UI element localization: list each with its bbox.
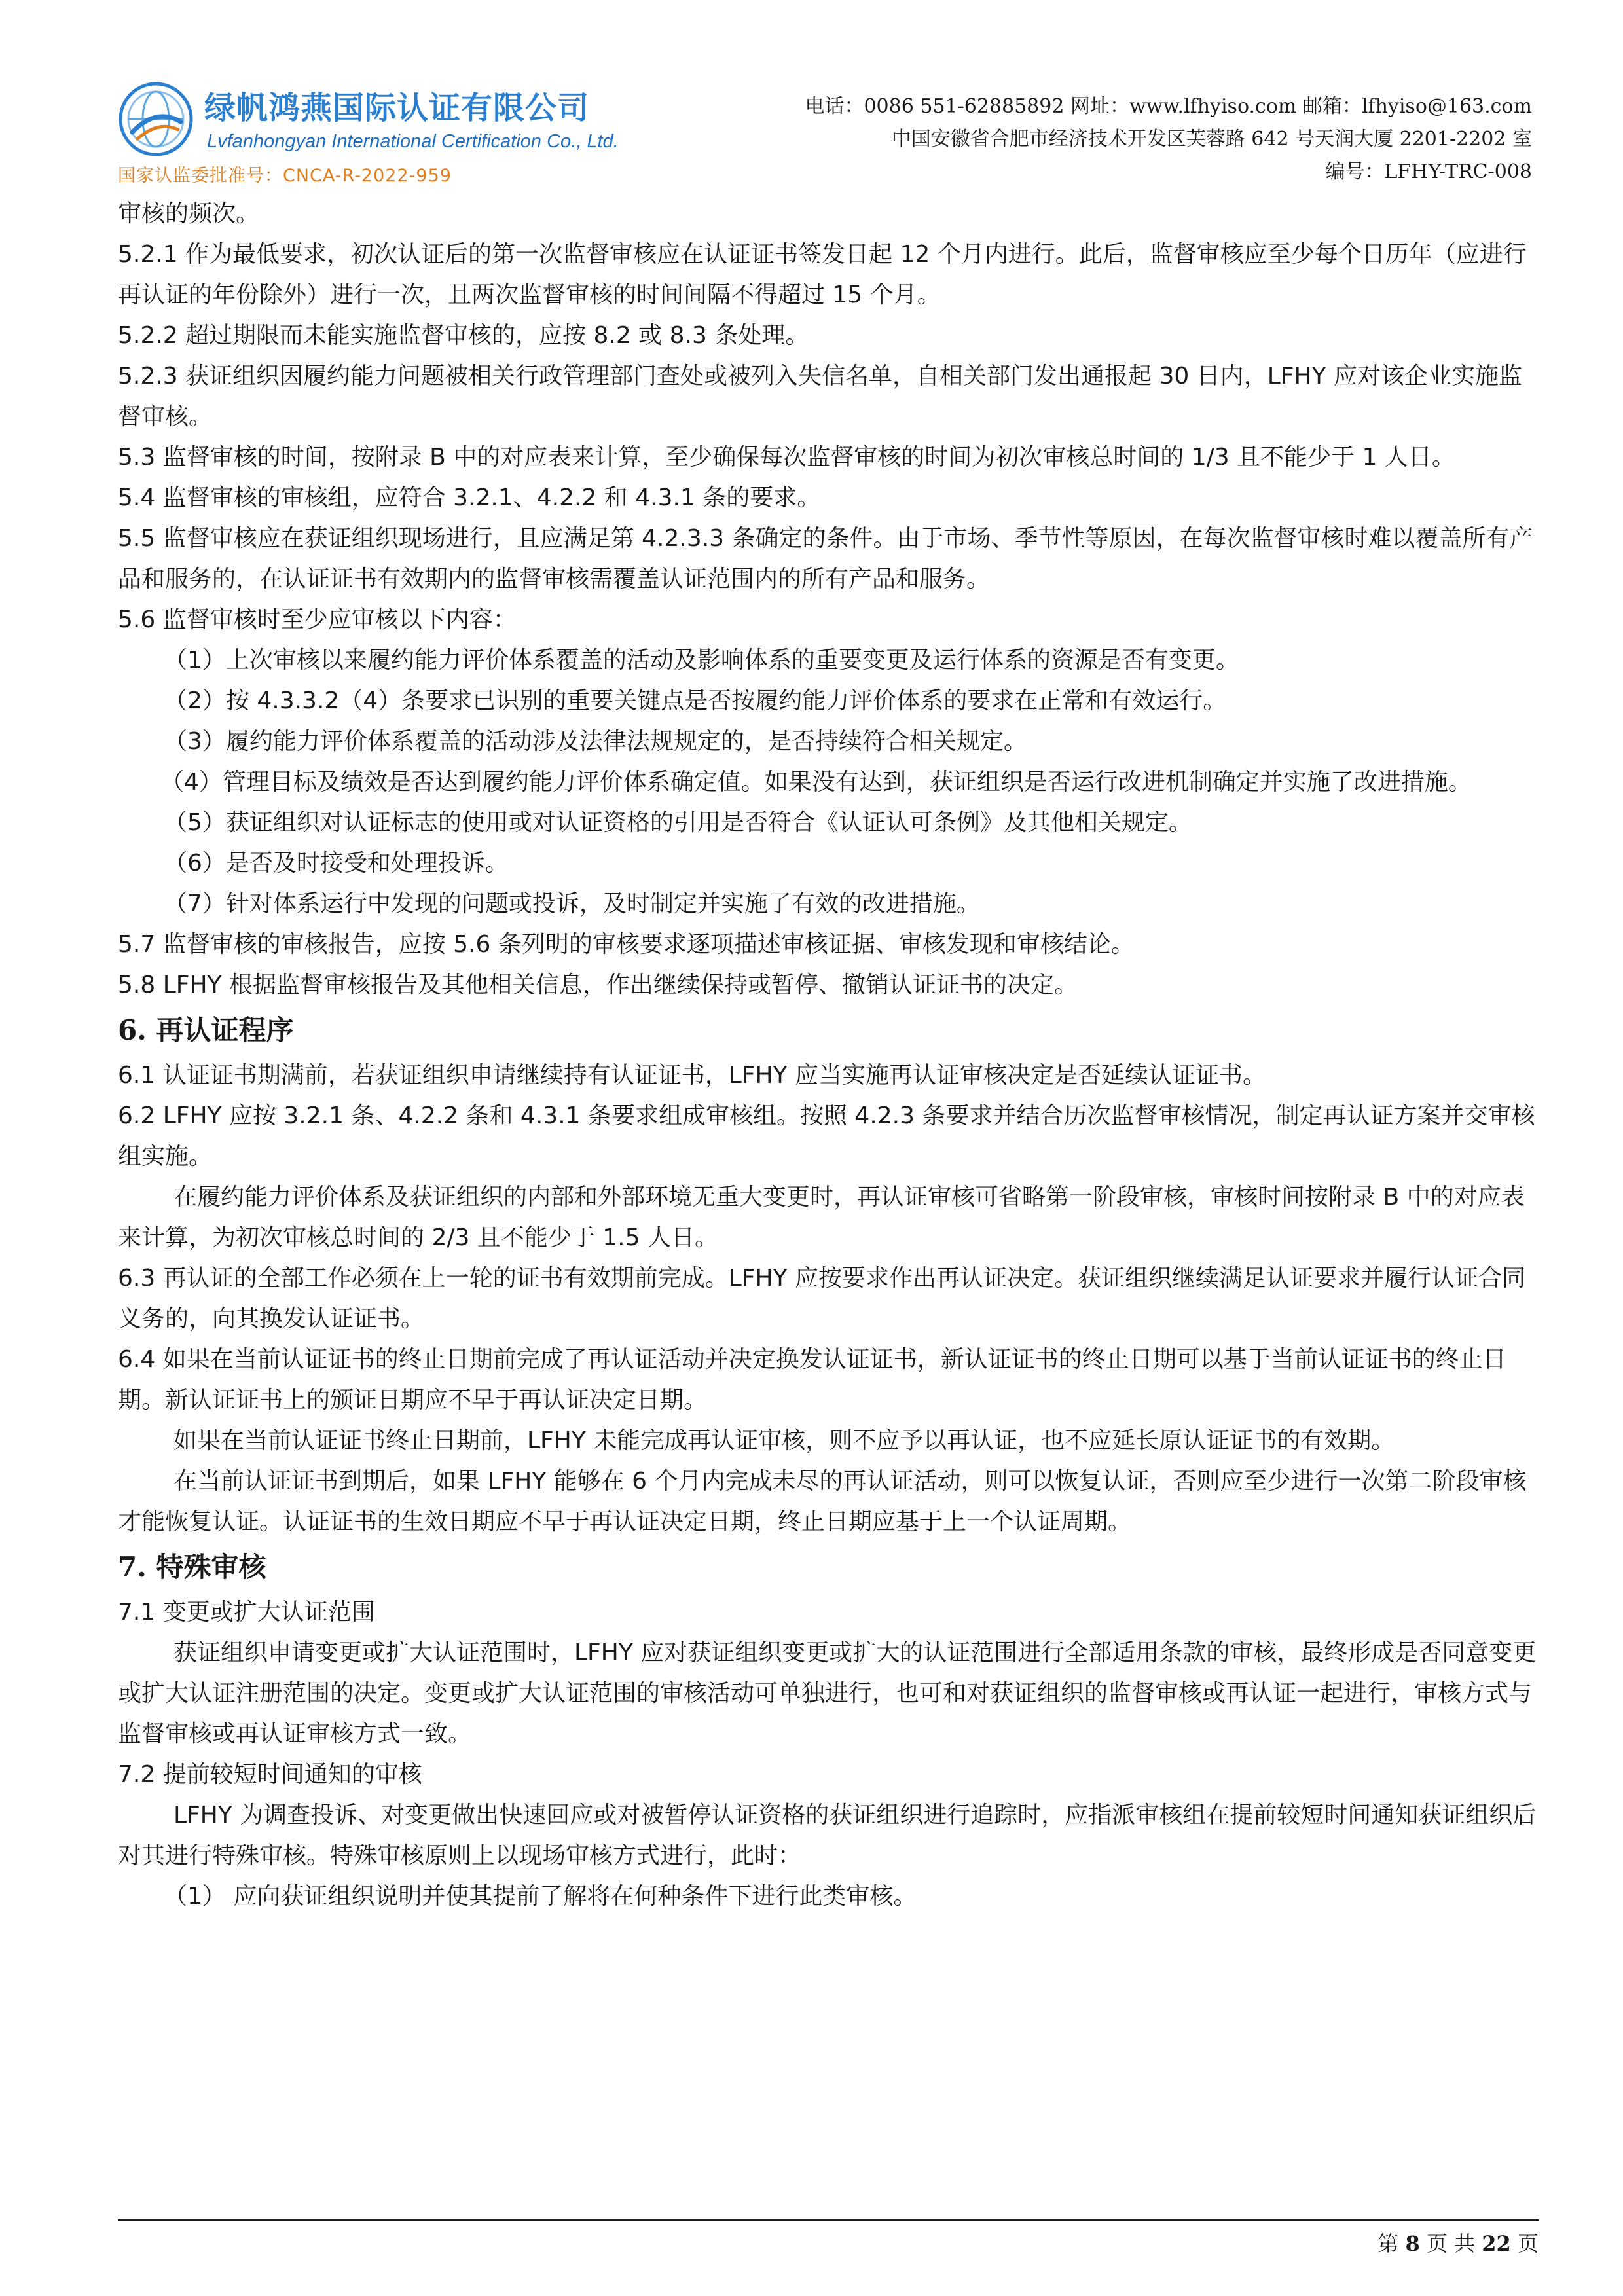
contact-phone-web-email: 电话：0086 551-62885892 网址：www.lfhyiso.com 邮箱：lfhyiso@163.com: [805, 95, 1532, 118]
list-item: （2）按 4.3.3.2（4）条要求已识别的重要关键点是否按履约能力评价体系的要求在正常和有效运行。: [164, 687, 1227, 714]
section-heading: 7. 特殊审核: [118, 1551, 266, 1583]
contact-address: 中国安徽省合肥市经济技术开发区芙蓉路 642 号天润大厦 2201-2202 室: [891, 128, 1532, 151]
approval-number: 国家认监委批准号：CNCA-R-2022-959: [118, 166, 452, 186]
paragraph: 6.3 再认证的全部工作必须在上一轮的证书有效期前完成。LFHY 应按要求作出再认证决定。获证组织继续满足认证要求并履行认证合同义务的，向其换发认证证书。: [118, 1265, 1525, 1332]
paragraph: 获证组织申请变更或扩大认证范围时，LFHY 应对获证组织变更或扩大的认证范围进行全部适用条款的审核，最终形成是否同意变更或扩大认证注册范围的决定。变更或扩大认证范围的审核活动可单独进行，也可和对获证组织的监督审核或再认证一起进行，审核方式与监督审核或再认证审核方式一致。: [118, 1639, 1537, 1747]
paragraph: 5.6 监督审核时至少应审核以下内容：: [118, 606, 517, 633]
footer-prefix: 第: [1377, 2231, 1406, 2256]
company-name-cn: 绿帆鸿燕国际认证有限公司: [204, 90, 590, 126]
subsection-title: 7.2 提前较短时间通知的审核: [118, 1761, 422, 1788]
list-item: （7）针对体系运行中发现的问题或投诉，及时制定并实施了有效的改进措施。: [164, 890, 980, 917]
paragraph: 在当前认证证书到期后，如果 LFHY 能够在 6 个月内完成未尽的再认证活动，则可以恢复认证，否则应至少进行一次第二阶段审核才能恢复认证。认证证书的生效日期应不早于再认证决定日期，终止日期应基于上一个认证周期。: [118, 1468, 1527, 1535]
paragraph: 5.3 监督审核的时间，按附录 B 中的对应表来计算，至少确保每次监督审核的时间为初次审核总时间的 1/3 且不能少于 1 人日。: [118, 444, 1455, 471]
paragraph: LFHY 为调查投诉、对变更做出快速回应或对被暂停认证资格的获证组织进行追踪时，应指派审核组在提前较短时间通知获证组织后对其进行特殊审核。特殊审核原则上以现场审核方式进行，此时：: [118, 1802, 1537, 1869]
paragraph: 5.2.2 超过期限而未能实施监督审核的，应按 8.2 或 8.3 条处理。: [118, 322, 809, 349]
paragraph: 如果在当前认证证书终止日期前，LFHY 未能完成再认证审核，则不应予以再认证，也不应延长原认证证书的有效期。: [173, 1427, 1395, 1454]
paragraph: 5.7 监督审核的审核报告，应按 5.6 条列明的审核要求逐项描述审核证据、审核发现和审核结论。: [118, 931, 1135, 958]
list-item: （6）是否及时接受和处理投诉。: [164, 850, 509, 877]
section-heading: 6. 再认证程序: [118, 1014, 294, 1046]
paragraph: 6.1 认证证书期满前，若获证组织申请继续持有认证证书，LFHY 应当实施再认证审核决定是否延续认证证书。: [118, 1062, 1266, 1089]
list-item: （4）管理目标及绩效是否达到履约能力评价体系确定值。如果没有达到，获证组织是否运行改进机制确定并实施了改进措施。: [160, 769, 1472, 795]
subsection-title: 7.1 变更或扩大认证范围: [118, 1599, 375, 1626]
page-footer: [1377, 2227, 1539, 2257]
paragraph: 5.2.1 作为最低要求，初次认证后的第一次监督审核应在认证证书签发日起 12 个月内进行。此后，监督审核应至少每个日历年（应进行再认证的年份除外）进行一次，且两次监督审核的时间间隔不得超过 15 个月。: [118, 241, 1527, 308]
list-item: （1） 应向获证组织说明并使其提前了解将在何种条件下进行此类审核。: [164, 1883, 917, 1910]
paragraph: 5.8 LFHY 根据监督审核报告及其他相关信息，作出继续保持或暂停、撤销认证证书的决定。: [118, 972, 1078, 998]
footer-divider: [118, 2219, 1539, 2221]
list-item: （1）上次审核以来履约能力评价体系覆盖的活动及影响体系的重要变更及运行体系的资源是否有变更。: [164, 647, 1239, 674]
list-item: （5）获证组织对认证标志的使用或对认证资格的引用是否符合《认证认可条例》及其他相关规定。: [164, 809, 1192, 836]
paragraph: 6.2 LFHY 应按 3.2.1 条、4.2.2 条和 4.3.1 条要求组成审核组。按照 4.2.3 条要求并结合历次监督审核情况，制定再认证方案并交审核组实施。: [118, 1102, 1535, 1170]
current-page-number: 8: [1405, 2231, 1420, 2256]
footer-middle: 页 共: [1419, 2231, 1482, 2256]
paragraph: 在履约能力评价体系及获证组织的内部和外部环境无重大变更时，再认证审核可省略第一阶段审核，审核时间按附录 B 中的对应表来计算，为初次审核总时间的 2/3 且不能少于 1.5 人日。: [118, 1184, 1525, 1251]
paragraph: 5.2.3 获证组织因履约能力问题被相关行政管理部门查处或被列入失信名单，自相关部门发出通报起 30 日内，LFHY 应对该企业实施监督审核。: [118, 363, 1523, 430]
document-body: [118, 194, 1539, 1917]
page-header: [118, 77, 1532, 198]
paragraph: 6.4 如果在当前认证证书的终止日期前完成了再认证活动并决定换发认证证书，新认证证书的终止日期可以基于当前认证证书的终止日期。新认证证书上的颁证日期应不早于再认证决定日期。: [118, 1346, 1506, 1413]
globe-seal-icon: [118, 81, 194, 157]
company-name-en: Lvfanhongyan International Certification Co., Ltd.: [207, 131, 619, 152]
paragraph: 5.4 监督审核的审核组，应符合 3.2.1、4.2.2 和 4.3.1 条的要求。: [118, 484, 821, 511]
footer-suffix: 页: [1510, 2231, 1539, 2256]
document-number: 编号：LFHY-TRC-008: [1325, 160, 1532, 183]
paragraph: 5.5 监督审核应在获证组织现场进行，且应满足第 4.2.3.3 条确定的条件。由于市场、季节性等原因，在每次监督审核时难以覆盖所有产品和服务的，在认证证书有效期内的监督审核需覆盖认证范围内的所有产品和服务。: [118, 525, 1533, 592]
list-item: （3）履约能力评价体系覆盖的活动涉及法律法规规定的，是否持续符合相关规定。: [164, 728, 1027, 755]
total-page-count: 22: [1482, 2231, 1511, 2256]
paragraph: 审核的频次。: [118, 200, 260, 227]
contact-info: [805, 90, 1532, 189]
